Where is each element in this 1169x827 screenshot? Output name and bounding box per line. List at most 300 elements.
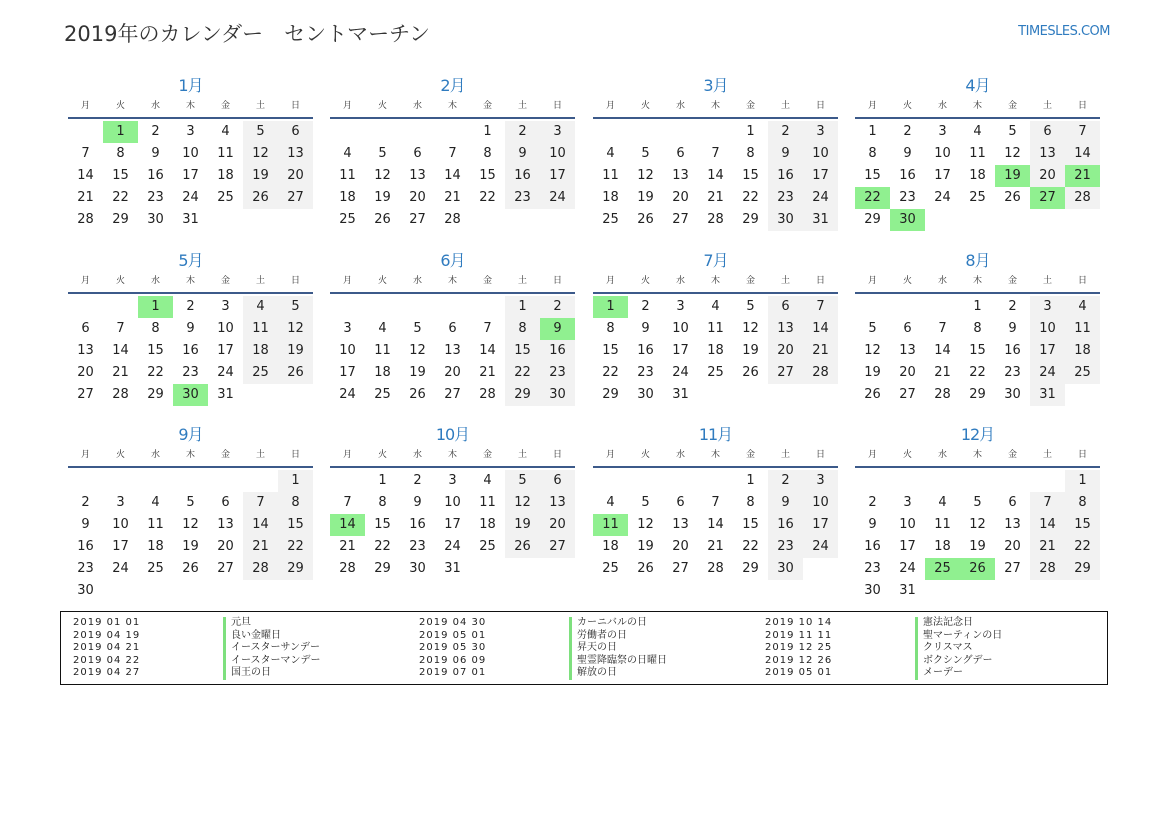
empty-cell [698,470,733,492]
holiday-row [419,617,667,630]
day-cell: 1 [483,124,492,139]
weekday-label: 水 [150,276,160,286]
day-cell: 13 [409,168,426,183]
day-cell: 17 [112,539,129,554]
day-cell: 23 [899,190,916,205]
empty-cell [243,470,278,492]
day-cell: 24 [112,561,129,576]
holiday-row [765,642,1002,655]
day-cell: 9 [641,321,650,336]
day-cell: 6 [768,296,803,318]
holiday-day-cell: 21 [1065,165,1100,187]
day-cell: 4 [378,321,387,336]
empty-cell [400,296,435,318]
day-cell: 29 [278,558,313,580]
holiday-row [419,630,667,643]
day-cell: 8 [278,492,313,514]
day-cell: 9 [868,517,877,532]
day-cell: 7 [938,321,947,336]
day-cell: 2 [413,473,422,488]
month-name: 12月 [960,425,995,444]
holiday-day-cell: 19 [995,165,1030,187]
day-cell: 25 [479,539,496,554]
day-cell: 20 [444,365,461,380]
day-cell: 13 [1030,143,1065,165]
day-cell: 25 [602,561,619,576]
day-cell: 20 [672,539,689,554]
day-cell: 1 [378,473,387,488]
day-cell: 14 [707,168,724,183]
weekday-label: 月 [867,101,877,111]
day-cell: 18 [602,190,619,205]
holiday-date: 2019 04 19 [73,629,141,641]
day-cell: 22 [742,190,759,205]
holiday-row [73,642,321,655]
day-cell: 30 [147,212,164,227]
day-cell: 18 [217,168,234,183]
weekday-label: 日 [1077,101,1087,111]
day-cell: 4 [243,296,278,318]
day-cell: 12 [1004,146,1021,161]
day-cell: 8 [746,146,755,161]
day-cell: 16 [899,168,916,183]
weekday-label: 木 [972,450,982,460]
weekday-label: 木 [972,276,982,286]
day-cell: 12 [278,318,313,340]
day-cell: 8 [378,495,387,510]
day-cell: 3 [540,121,575,143]
day-cell: 26 [243,187,278,209]
day-cell: 22 [969,365,986,380]
day-cell: 10 [540,143,575,165]
holiday-date: 2019 04 27 [73,667,141,678]
weekday-label: 土 [255,450,265,460]
month-name: 2月 [440,76,465,95]
weekday-label: 土 [517,101,527,111]
day-cell: 31 [1030,384,1065,406]
weekday-label: 日 [552,101,562,111]
weekday-label: 木 [710,276,720,286]
day-cell: 18 [339,190,356,205]
day-cell: 24 [1030,362,1065,384]
weekday-label: 水 [412,450,422,460]
weekday-label: 月 [605,276,615,286]
day-cell: 10 [112,517,129,532]
weekday-label: 金 [1007,101,1017,111]
day-cell: 28 [707,212,724,227]
day-cell: 9 [1008,321,1017,336]
day-grid [855,121,1100,231]
day-cell: 2 [641,299,650,314]
day-cell: 13 [217,517,234,532]
weekday-header [855,97,1100,119]
day-cell: 4 [343,146,352,161]
holiday-column [419,617,667,680]
day-cell: 16 [637,343,654,358]
day-cell: 20 [278,165,313,187]
day-grid [68,121,313,231]
weekday-label: 日 [815,450,825,460]
day-cell: 20 [672,190,689,205]
day-grid [68,470,313,602]
day-cell: 10 [934,146,951,161]
day-cell: 8 [151,321,160,336]
day-cell: 15 [374,517,391,532]
day-cell: 6 [903,321,912,336]
day-cell: 2 [151,124,160,139]
day-cell: 30 [864,583,881,598]
day-cell: 17 [672,343,689,358]
weekday-label: 木 [972,101,982,111]
day-cell: 8 [483,146,492,161]
day-cell: 26 [409,387,426,402]
day-cell: 7 [803,296,838,318]
day-cell: 6 [676,146,685,161]
day-cell: 29 [602,387,619,402]
day-cell: 23 [182,365,199,380]
day-cell: 17 [540,165,575,187]
day-cell: 23 [1004,365,1021,380]
weekday-label: 日 [290,101,300,111]
day-cell: 29 [505,384,540,406]
holiday-name: メーデー [915,667,963,680]
holiday-day-cell: 11 [593,514,628,536]
day-cell: 5 [378,146,387,161]
day-cell: 5 [641,495,650,510]
day-cell: 10 [1030,318,1065,340]
day-cell: 3 [938,124,947,139]
month-block [68,424,313,602]
day-cell: 16 [505,165,540,187]
day-cell: 29 [374,561,391,576]
weekday-label: 日 [815,276,825,286]
day-cell: 10 [672,321,689,336]
day-cell: 29 [1065,558,1100,580]
day-cell: 26 [864,387,881,402]
empty-cell [628,121,663,143]
day-cell: 2 [903,124,912,139]
day-cell: 13 [77,343,94,358]
day-cell: 26 [182,561,199,576]
day-cell: 3 [676,299,685,314]
holiday-row [73,617,321,630]
weekday-label: 火 [377,101,387,111]
day-cell: 10 [444,495,461,510]
day-cell: 12 [505,492,540,514]
day-cell: 16 [182,343,199,358]
empty-cell [68,470,103,492]
empty-cell [330,121,365,143]
day-cell: 25 [969,190,986,205]
day-cell: 16 [768,165,803,187]
holiday-name: 元旦 [223,617,251,630]
day-cell: 24 [182,190,199,205]
day-grid [68,296,313,406]
day-cell: 18 [969,168,986,183]
day-cell: 12 [374,168,391,183]
day-cell: 8 [505,318,540,340]
holiday-day-cell: 1 [593,296,628,318]
day-cell: 27 [1004,561,1021,576]
weekday-label: 火 [902,101,912,111]
month-block [330,250,575,406]
day-cell: 9 [81,517,90,532]
empty-cell [103,296,138,318]
day-cell: 8 [868,146,877,161]
weekday-label: 月 [605,450,615,460]
day-cell: 13 [672,168,689,183]
day-cell: 1 [973,299,982,314]
weekday-header [68,272,313,294]
day-cell: 3 [116,495,125,510]
day-cell: 25 [217,190,234,205]
day-cell: 15 [742,168,759,183]
day-cell: 13 [444,343,461,358]
day-cell: 27 [768,362,803,384]
weekday-label: 金 [220,101,230,111]
day-cell: 7 [711,146,720,161]
day-cell: 23 [409,539,426,554]
day-cell: 6 [1008,495,1017,510]
day-cell: 28 [479,387,496,402]
day-cell: 3 [803,121,838,143]
holiday-date: 2019 07 01 [419,667,487,678]
holiday-date: 2019 04 21 [73,642,141,653]
day-cell: 26 [374,212,391,227]
day-cell: 28 [1030,558,1065,580]
day-cell: 21 [444,190,461,205]
day-cell: 6 [221,495,230,510]
day-cell: 18 [147,539,164,554]
empty-cell [103,470,138,492]
weekday-label: 土 [780,450,790,460]
day-cell: 1 [746,473,755,488]
day-cell: 31 [899,583,916,598]
day-cell: 27 [77,387,94,402]
empty-cell [925,470,960,492]
holiday-list [60,611,1108,685]
day-cell: 15 [147,343,164,358]
holiday-row [765,667,1002,680]
day-cell: 25 [602,212,619,227]
day-cell: 2 [540,296,575,318]
day-cell: 20 [1030,165,1065,187]
day-cell: 2 [768,121,803,143]
day-cell: 17 [899,539,916,554]
day-cell: 10 [803,143,838,165]
day-cell: 16 [1004,343,1021,358]
weekday-label: 土 [255,101,265,111]
day-cell: 6 [413,146,422,161]
day-cell: 8 [1065,492,1100,514]
day-cell: 16 [77,539,94,554]
day-cell: 25 [1065,362,1100,384]
day-cell: 10 [182,146,199,161]
day-cell: 5 [868,321,877,336]
day-cell: 6 [676,495,685,510]
holiday-name: イースターマンデー [223,655,321,668]
day-cell: 21 [112,365,129,380]
day-cell: 13 [768,318,803,340]
site-logo-text[interactable]: TIMESLES.COM [1018,24,1110,39]
day-cell: 22 [278,536,313,558]
holiday-row [73,667,321,680]
day-cell: 4 [151,495,160,510]
day-cell: 5 [641,146,650,161]
weekday-label: 水 [675,450,685,460]
day-cell: 29 [112,212,129,227]
weekday-header [593,446,838,468]
month-block [593,424,838,580]
holiday-date: 2019 05 01 [765,667,833,678]
holiday-row [419,655,667,668]
day-cell: 6 [278,121,313,143]
month-block [855,424,1100,602]
day-cell: 31 [803,209,838,231]
day-cell: 21 [77,190,94,205]
day-cell: 3 [343,321,352,336]
empty-cell [855,470,890,492]
day-cell: 4 [938,495,947,510]
day-cell: 1 [868,124,877,139]
day-cell: 31 [672,387,689,402]
weekday-label: 月 [342,276,352,286]
day-cell: 30 [540,384,575,406]
day-cell: 23 [505,187,540,209]
empty-cell [435,296,470,318]
day-cell: 11 [374,343,391,358]
weekday-label: 日 [1077,276,1087,286]
day-cell: 6 [448,321,457,336]
day-cell: 28 [339,561,356,576]
empty-cell [855,296,890,318]
day-cell: 9 [768,143,803,165]
month-block [593,75,838,231]
day-grid [593,296,838,406]
day-cell: 15 [602,343,619,358]
day-cell: 16 [147,168,164,183]
day-cell: 14 [77,168,94,183]
day-cell: 20 [899,365,916,380]
day-cell: 14 [934,343,951,358]
day-cell: 5 [505,470,540,492]
day-cell: 11 [339,168,356,183]
month-name: 7月 [703,251,728,270]
weekday-label: 木 [185,276,195,286]
day-cell: 23 [768,536,803,558]
day-cell: 23 [540,362,575,384]
holiday-day-cell: 14 [330,514,365,536]
holiday-row [73,655,321,668]
holiday-name: イースターサンデー [223,642,320,655]
holiday-date: 2019 11 11 [765,629,833,641]
day-cell: 20 [768,340,803,362]
day-cell: 29 [969,387,986,402]
day-cell: 21 [934,365,951,380]
day-cell: 17 [803,514,838,536]
holiday-date: 2019 05 01 [419,629,487,641]
day-cell: 15 [112,168,129,183]
day-cell: 20 [409,190,426,205]
month-name: 3月 [703,76,728,95]
day-cell: 21 [707,190,724,205]
empty-cell [365,296,400,318]
day-cell: 7 [1065,121,1100,143]
weekday-header [330,97,575,119]
day-cell: 5 [186,495,195,510]
day-cell: 15 [864,168,881,183]
day-cell: 7 [343,495,352,510]
day-cell: 10 [339,343,356,358]
empty-cell [890,470,925,492]
day-cell: 21 [1030,536,1065,558]
weekday-label: 水 [937,276,947,286]
day-cell: 18 [707,343,724,358]
weekday-label: 木 [710,450,720,460]
day-cell: 26 [505,536,540,558]
day-cell: 14 [243,514,278,536]
weekday-label: 水 [412,276,422,286]
weekday-header [855,446,1100,468]
day-cell: 31 [444,561,461,576]
weekday-label: 土 [517,276,527,286]
weekday-label: 土 [1042,276,1052,286]
weekday-label: 月 [342,101,352,111]
holiday-date: 2019 01 01 [73,617,141,628]
month-block [855,75,1100,231]
day-cell: 23 [77,561,94,576]
holiday-row [765,617,1002,630]
day-cell: 16 [864,539,881,554]
month-block [855,250,1100,406]
day-cell: 24 [672,365,689,380]
day-cell: 22 [505,362,540,384]
day-cell: 17 [339,365,356,380]
holiday-day-cell: 1 [103,121,138,143]
day-cell: 26 [637,561,654,576]
day-cell: 13 [278,143,313,165]
holiday-day-cell: 1 [138,296,173,318]
day-cell: 8 [973,321,982,336]
day-cell: 8 [116,146,125,161]
weekday-label: 土 [255,276,265,286]
month-name: 10月 [435,425,470,444]
day-cell: 2 [505,121,540,143]
month-block [68,75,313,231]
weekday-label: 金 [1007,450,1017,460]
weekday-label: 月 [80,101,90,111]
day-cell: 18 [479,517,496,532]
day-cell: 2 [868,495,877,510]
weekday-label: 金 [220,450,230,460]
day-cell: 15 [969,343,986,358]
weekday-label: 火 [640,101,650,111]
day-cell: 19 [742,343,759,358]
holiday-name: 昇天の日 [569,642,617,655]
weekday-label: 木 [447,450,457,460]
day-cell: 25 [374,387,391,402]
day-cell: 6 [1030,121,1065,143]
day-cell: 14 [1065,143,1100,165]
day-cell: 11 [707,321,724,336]
day-cell: 28 [1065,187,1100,209]
day-cell: 15 [278,514,313,536]
empty-cell [330,470,365,492]
day-cell: 28 [803,362,838,384]
month-block [330,424,575,580]
month-name: 9月 [178,425,203,444]
day-cell: 31 [182,212,199,227]
